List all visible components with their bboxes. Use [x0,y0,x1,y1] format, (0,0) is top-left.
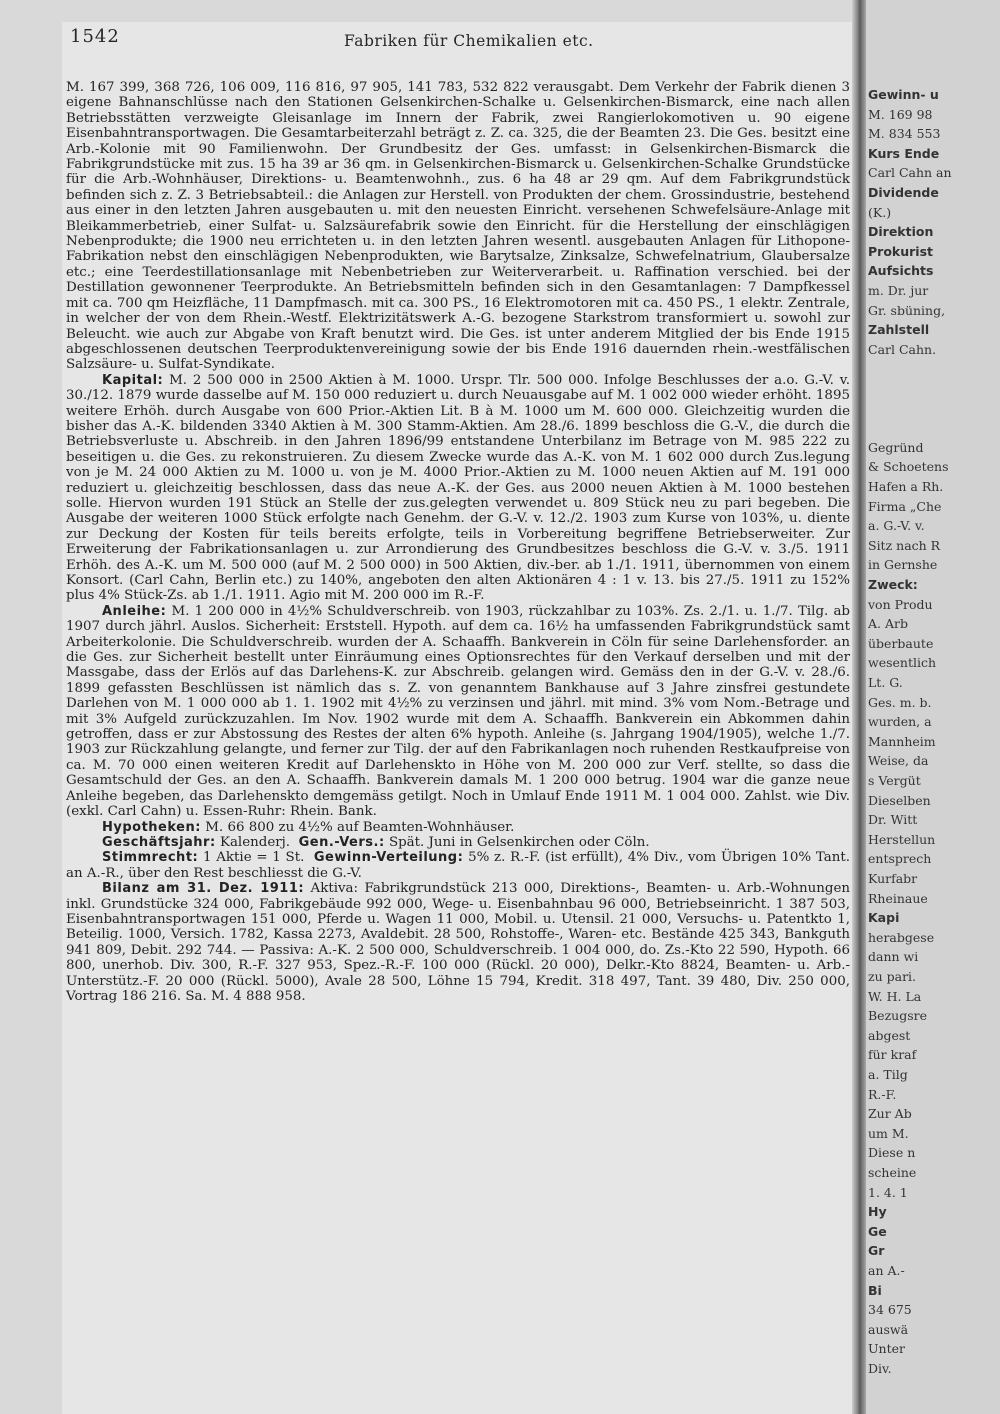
adjacent-page-line: 1. 4. 1 [868,1184,908,1200]
hypotheken-label: Hypotheken: [102,819,201,835]
adjacent-page-line: Firma „Che [868,498,942,514]
hypotheken-text: M. 66 800 zu 4½% auf Beamten-Wohnhäuser. [205,819,515,835]
adjacent-page-line: Herstellun [868,831,936,847]
adjacent-page-line: & Schoetens [868,459,949,475]
adjacent-page-line: Kurs Ende [868,145,940,161]
anleihe-section [66,604,850,820]
adjacent-page-line: dann wi [868,949,919,965]
adjacent-page-line: W. H. La [868,988,922,1004]
adjacent-page-line: Prokurist [868,243,933,259]
intro-paragraph: M. 167 399, 368 726, 106 009, 116 816, 97 905, 141 783, 532 822 verausgabt. Dem Verkehr der Fabrik dienen 3 eigene Bahnanschlüsse nach den Stationen Gelsenkirchen-Schalke u. Gelsenkirchen-Bismarck, eine nach allen Betriebsstätten verzweigte Gleisanlage im Innern der Fabrik, zwei Rangierlokomotiven u. 90 eigene Eisenbahntransportwagen. Die Gesamtarbeiterzahl beträgt z. Z. ca. 325, die der Beamten 23. Die Ges. besitzt eine Arb.-Kolonie mit 90 Familienwohn. Der Grundbesitz der Ges. umfasst: in Gelsenkirchen-Bismarck die Fabrikgrundstücke mit zus. 15 ha 39 ar 36 qm. in Gelsenkirchen-Bismarck u. Gelsenkirchen-Schalke Grundstücke für die Arb.-Wohnhäuser, Direktions- u. Beamtenwohnh., zus. 6 ha 48 ar 29 qm. Auf dem Fabrikgrundstück befinden sich z. Z. 3 Betriebsabteil.: die Anlagen zur Herstell. von Produkten der chem. Grossindustrie, bestehend aus einer in den letzten Jahren ausgebauten u. mit den neuesten Einricht. versehenen Schwefelsäure-Anlage mit Bleikammerbetrieb, einer Sulfat- u. Salzsäurefabrik sowie den Einricht. für die Herstellung der einschlägigen Nebenprodukte; die 1900 neu errichteten u. in den letzten Jahren wesentl. ausgebauten Anlagen für Lithopone-Fabrikation nebst den einschlägigen Nebenprodukten, wie Barytsalze, Zinksalze, Schwefelnatrium, Glaubersalze etc.; eine Teerdestillationsanlage mit Nebenbetrieben zur Weiterverarbeit. u. Raffination verschied. bei der Destillation gewonnener Teerprodukte. An Betriebsmitteln befinden sich in den Gesamtanlagen: 7 Dampfkessel mit ca. 700 qm Heizfläche, 11 Dampfmasch. mit ca. 300 PS., 16 Elektromotoren mit ca. 450 PS., 1 elektr. Zentrale, in welcher der von dem Rhein.-Westf. Elektrizitätswerk A.-G. bezogene Starkstrom transformiert u. sowohl zur Beleucht. wie auch zur Abgabe von Kraft benutzt wird. Die Ges. ist unter anderem Mitglied der bis Ende 1915 abgeschlossenen deutschen Teerproduktenvereinigung sowie der bis Ende 1916 dauernden rhein.-westfälischen Salzsäure- u. Sulfat-Syndikate. [66,80,850,373]
adjacent-page-line: Hy [868,1204,887,1220]
adjacent-page-line: Gewinn- u [868,87,939,102]
adjacent-page-line: (K.) [868,204,892,220]
adjacent-page-line: Ge [868,1223,887,1239]
stimmrecht-section [66,850,850,881]
adjacent-page-line: auswä [868,1321,909,1337]
page-header [62,22,854,58]
adjacent-page-line: Mannheim [868,733,936,749]
adjacent-page-line: Rheinaue [868,890,928,906]
adjacent-page-line: an A.- [868,1263,905,1278]
geschaeftsjahr-section [66,835,850,850]
adjacent-page-line: a. Tilg [868,1067,908,1082]
main-page [62,22,854,1414]
adjacent-page-line: Diese n [868,1145,916,1161]
bilanz-label: Bilanz am 31. Dez. 1911: [102,881,305,897]
adjacent-page-line: Bezugsre [868,1008,928,1024]
adjacent-page-line: wurden, a [868,714,932,730]
running-head: Fabriken für Chemikalien etc. [344,32,594,50]
geschaeftsjahr-text: Kalenderj. [219,834,291,850]
adjacent-page-line: Div. [868,1361,892,1376]
adjacent-page-line: Carl Cahn an [868,165,952,181]
adjacent-page-line: Weise, da [868,753,929,769]
hypotheken-section [66,820,850,835]
adjacent-page-line: scheine [868,1165,917,1180]
adjacent-page-line: Dr. Witt [868,812,918,828]
adjacent-page-line: Dividende [868,185,939,200]
adjacent-page-line: Gr [868,1243,885,1259]
gewinn-verteilung-label: Gewinn-Verteilung: [313,850,464,866]
adjacent-page-line: Unter [868,1341,905,1357]
adjacent-page-line: zu pari. [868,969,917,984]
adjacent-page-line: M. 169 98 [868,106,933,122]
book-gutter [852,0,866,1414]
stimmrecht-text: 1 Aktie = 1 St. [202,850,305,866]
adjacent-page-line: Ges. m. b. [868,694,932,710]
page-number: 1542 [70,26,120,47]
adjacent-page-line: Hafen a Rh. [868,479,944,494]
adjacent-page-line: 34 675 [868,1302,912,1318]
adjacent-page-line: herabgese [868,929,935,945]
adjacent-page-line: Gegründ [868,439,924,455]
adjacent-page-line: a. G.-V. v. [868,518,925,534]
adjacent-page-line: Zweck: [868,577,918,592]
adjacent-page-line: Carl Cahn. [868,341,937,357]
adjacent-page-line: Aufsichts [868,263,934,279]
adjacent-page-line: Bi [868,1282,882,1298]
adjacent-page-line: Kapi [868,910,900,926]
adjacent-page-line: abgest [868,1027,911,1043]
adjacent-page-line: s Vergüt [868,773,921,788]
adjacent-page-line: Sitz nach R [868,537,941,553]
bilanz-text: Aktiva: Fabrikgrundstück 213 000, Direktions-, Beamten- u. Arb.-Wohnungen inkl. Grundstücke 324 000, Fabrikgebäude 992 000, Wege- u. Eisenbahnbau 96 000, Betriebseinricht. 1 387 503, Eisenbahntransportwagen 151 000, Pferde u. Wagen 11 000, Mobil. u. Utensil. 21 000, Versuchs- u. Patentkto 1, Beteilig. 1000, Versich. 1782, Kassa 2273, Avaldebit. 28 500, Rohstoffe-, Waren- etc. Bestände 425 343, Bankguth 941 809, Debit. 292 744. — Passiva: A.-K. 2 500 000, Schuldverschreib. 1 004 000, do. Zs.-Kto 22 590, Hypoth. 66 800, unerhob. Div. 300, R.-F. 327 953, Spez.-R.-F. 100 000 (Rückl. 20 000), Delkr.-Kto 8824, Beamten- u. Arb.-Unterstütz.-F. 20 000 (Rückl. 5000), Avale 28 500, Löhne 15 794, Kredit. 318 497, Tant. 39 480, Div. 250 000, Vortrag 186 216. Sa. M. 4 888 958. [66,881,850,1004]
adjacent-page-line: Gr. sbüning, [868,302,946,318]
adjacent-page-line: für kraf [868,1047,917,1063]
adjacent-page-line: M. 834 553 [868,126,941,142]
gen-vers-label: Gen.-Vers.: [298,834,385,850]
stimmrecht-label: Stimmrecht: [102,850,199,866]
adjacent-page-line: Kurfabr [868,871,918,886]
kapital-section [66,373,850,604]
gen-vers-text: Spät. Juni in Gelsenkirchen oder Cöln. [388,834,650,850]
adjacent-page-line: Zur Ab [868,1106,912,1122]
adjacent-page-line: A. Arb [868,616,908,632]
adjacent-page-line: m. Dr. jur [868,283,929,298]
anleihe-text: M. 1 200 000 in 4½% Schuldverschreib. von 1903, rückzahlbar zu 103%. Zs. 2./1. u. 1./7. Tilg. ab 1907 durch jährl. Auslos. Sicherheit: Erststell. Hypoth. auf dem ca. 16½ ha umfassenden Fabrikgrundstück samt Arbeiterkolonie. Die Schuldverschreib. wurden der A. Schaaffh. Bankverein in Cöln für seine Darlehensforder. an die Ges. zur Sicherheit bestellt unter Einräumung eines Optionsrechtes für den Verkauf derselben und mit der Massgabe, dass der Erlös auf das Darlehens-K. zur Abschreib. gelangen wird. Gemäss den in der G.-V. v. 28./6. 1899 gefassten Beschlüssen ist nämlich das s. Z. von genanntem Bankhause auf 3 Jahre zinsfrei gestundete Darlehen von M. 1 000 000 ab 1. 1. 1902 mit 4½% zu verzinsen und jährl. mit mind. 3% vom Nom.-Betrage und mit 3% Aufgeld zurückzuzahlen. Im Nov. 1902 wurde mit dem A. Schaaffh. Bankverein ein Abkommen dahin getroffen, dass er zur Abstossung des Restes der alten 6% hypoth. Anleihe (s. Jahrgang 1904/1905), welche 1./7. 1903 zur Rückzahlung gelangte, und ferner zur Tilg. der auf den Fabrikanlagen noch ruhenden Restkaufpreise von ca. M. 70 000 einen weiteren Kredit auf Darlehenskto in Höhe von M. 200 000 zur Verf. stellte, so dass die Gesamtschuld der Ges. an den A. Schaaffh. Bankverein damals M. 1 200 000 betrug. 1904 war die ganze neue Anleihe begeben, das Darlehenskto demgemäss getilgt. Noch in Umlauf Ende 1911 M. 1 004 000. Zahlst. wie Div. (exkl. Carl Cahn) u. Essen-Ruhr: Rhein. Bank. [66,603,850,820]
adjacent-page-line: in Gernshe [868,557,938,573]
adjacent-page-line: Dieselben [868,792,931,808]
adjacent-page-line: Lt. G. [868,675,903,690]
adjacent-page-line: um M. [868,1125,909,1141]
adjacent-page-line: Direktion [868,224,934,240]
adjacent-page-line: wesentlich [868,655,937,671]
kapital-label: Kapital: [102,372,164,388]
geschaeftsjahr-label: Geschäftsjahr: [102,834,216,850]
adjacent-page-line: Zahlstell [868,322,930,338]
bilanz-section [66,881,850,1004]
adjacent-page-line: überbaute [868,635,934,651]
gewinn-verteilung-text: 5% z. R.-F. (ist erfüllt), 4% Div., vom Übrigen 10% Tant. an A.-R., über den Rest beschliesst die G.-V. [66,850,851,881]
kapital-text: M. 2 500 000 in 2500 Aktien à M. 1000. Urspr. Tlr. 500 000. Infolge Beschlusses der a.o. G.-V. v. 30./12. 1879 wurde dasselbe auf M. 150 000 reduziert u. durch Neuausgabe auf M. 1 002 000 wieder erhöht. 1895 weitere Erhöh. durch Ausgabe von 600 Prior.-Aktien Lit. B à M. 1000 um M. 600 000. Gleichzeitig wurden die bisher das A.-K. bildenden 3340 Aktien à M. 300 Stamm-Aktien. Am 28./6. 1899 beschloss die G.-V., die durch die Betriebsverluste u. Abschreib. in den Jahren 1896/99 entstandene Unterbilanz im Betrage von M. 985 222 zu beseitigen u. die Ges. zu rekonstruieren. Zu diesem Zwecke wurde das A.-K. von M. 1 602 000 durch Zus.legung von je M. 24 000 Aktien zu M. 1000 u. von je M. 4000 Prior.-Aktien zu M. 1000 neuen Aktien auf M. 191 000 reduziert u. gleichzeitig beschlossen, dass das neue A.-K. der Ges. aus 2000 neuen Aktien à M. 1000 bestehen solle. Hiervon wurden 191 Stück an Stelle der zus.gelegten verwendet u. 809 Stück neu zu pari begeben. Die Ausgabe der weiteren 1000 Stück erfolgte nach Genehm. der G.-V. v. 12./2. 1903 zum Kurse von 103%, u. diente zur Deckung der Kosten für teils bereits erfolgte, teils in Vorbereitung begriffene Betriebserweiter. Zur Erweiterung der Fabrikationsanlagen u. zur Arrondierung des Grundbesitzes beschloss die G.-V. v. 3./5. 1911 Erhöh. des A.-K. um M. 500 000 (auf M. 2 500 000) in 500 Aktien, div.-ber. ab 1./1. 1911, übernommen von einem Konsort. (Carl Cahn, Berlin etc.) zu 140%, angeboten den alten Aktionären 4 : 1 v. 13. bis 27./5. 1911 zu 152% plus 4% Stück-Zs. ab 1./1. 1911. Agio mit M. 200 000 im R.-F. [66,372,850,604]
adjacent-page-line: R.-F. [868,1086,897,1102]
adjacent-page-line: entsprech [868,851,932,867]
adjacent-page-line: von Produ [868,596,933,612]
adjacent-page-fragment [866,0,1000,1414]
anleihe-label: Anleihe: [102,603,167,619]
page-body [62,58,854,1004]
